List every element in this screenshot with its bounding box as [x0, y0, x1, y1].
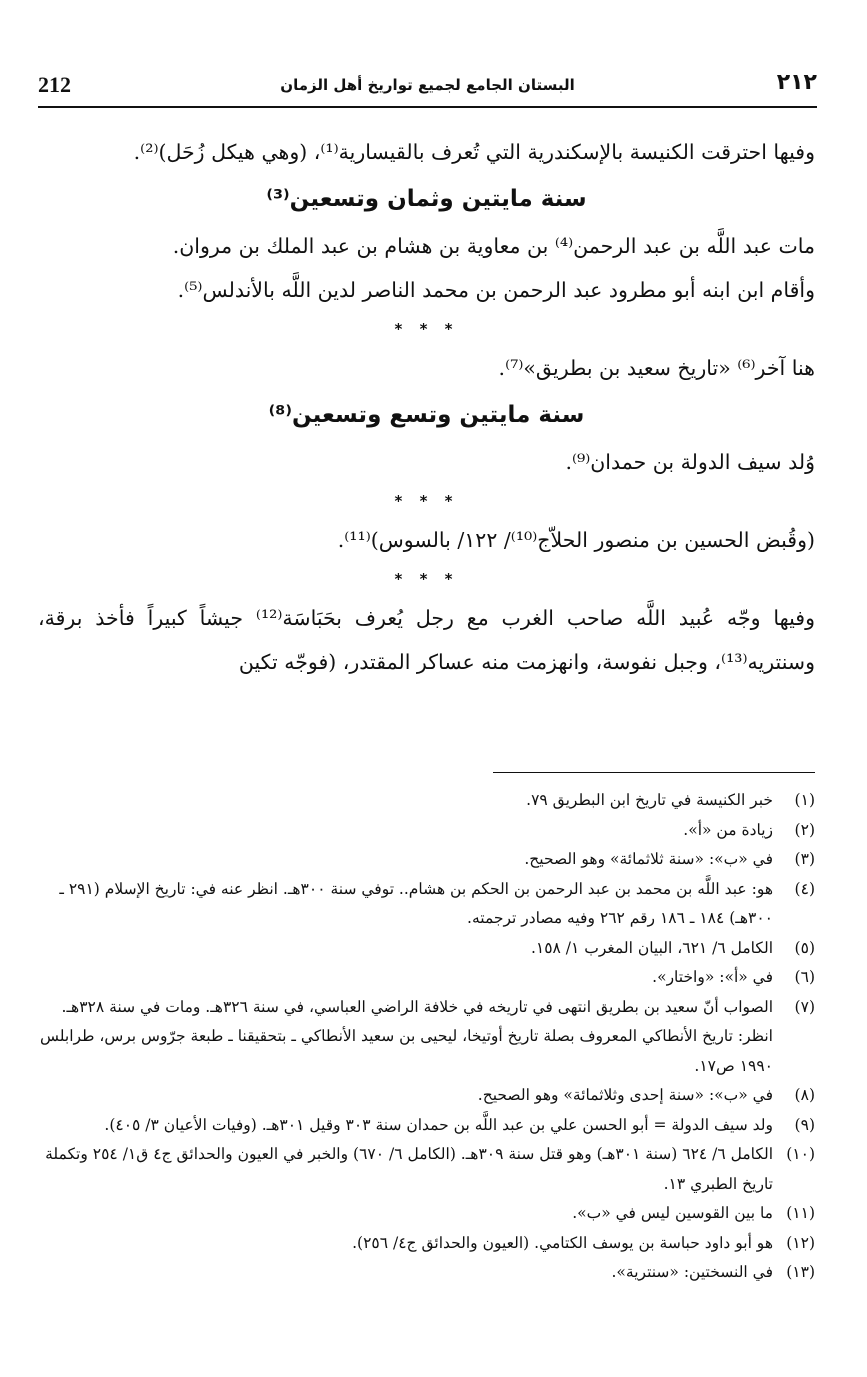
footnote-text: ولد سيف الدولة = أبو الحسن علي بن عبد اللَّه بن حمدان سنة ٣٠٣ وقيل ٣٠١هـ. (وفيات الأعيان ٣/ ٤٠٥).: [104, 1115, 773, 1134]
section-divider-stars: * * *: [394, 320, 459, 338]
footnote-number: (١): [794, 791, 815, 809]
footnote-number: (٨): [794, 1086, 815, 1104]
footnote: [38, 1081, 815, 1111]
footnote-text: خبر الكنيسة في تاريخ ابن البطريق ٧٩.: [526, 791, 773, 809]
footnote-number: (١٠): [786, 1145, 815, 1163]
footnote-number: (٩): [794, 1115, 815, 1134]
page-number-arabic: ٢١٢: [776, 70, 817, 95]
footnote-text: في «أ»: «واختار».: [652, 968, 773, 986]
footnote: [38, 1199, 815, 1229]
footnotes: [38, 786, 815, 1288]
footnote-text: هو أبو داود حباسة بن يوسف الكتامي. (العيون والحدائق ج٤/ ٢٥٦).: [352, 1233, 773, 1252]
footnote-number: (٦): [794, 968, 815, 986]
footnote: [38, 845, 815, 875]
footnote-number: (١٢): [786, 1233, 815, 1252]
paragraph-hallaj-arrest: (وقُبض الحسين بن منصور الحلاّج⁽¹⁰⁾/ ١٢٢/ بالسوس)⁽¹¹⁾.: [337, 528, 815, 552]
footnote: [38, 786, 815, 816]
footnote-number: (٢): [794, 820, 815, 839]
footnote-text: الصواب أنّ سعيد بن بطريق انتهى في تاريخه في خلافة الراضي العباسي، في سنة ٣٢٦هـ. ومات في سنة ٣٢٨هـ. انظر: تاريخ الأنطاكي المعروف بصلة تاريخ أوتيخا، ليحيى بن سعيد الأنطاكي ـ بتحقيقنا ـ طبعة جرّوس برس، طرابلس ١٩٩٠ ص١٧.: [40, 997, 773, 1075]
footnote-text: في «ب»: «سنة إحدى وثلاثمائة» وهو الصحيح.: [477, 1086, 773, 1104]
page-number-latin: 212: [38, 72, 71, 97]
footnote: [38, 816, 815, 846]
footnote-text: في «ب»: «سنة ثلاثمائة» وهو الصحيح.: [524, 850, 773, 868]
footnote-number: (٥): [794, 938, 815, 957]
paragraph-death-abdallah: مات عبد اللَّه بن عبد الرحمن⁽⁴⁾ بن معاوية بن هشام بن عبد الملك بن مروان.: [172, 234, 815, 258]
footnote-number: (٧): [794, 997, 815, 1016]
footnote-text: الكامل ٦/ ٦٢٤ (سنة ٣٠١هـ) وهو قتل سنة ٣٠٩هـ. (الكامل ٦/ ٦٧٠) والخبر في العيون والحدائق ج٤ ق١/ ٢٥٤ وتكملة تاريخ الطبري ١٣.: [45, 1145, 773, 1193]
footnote-text: في النسختين: «سنترية».: [611, 1263, 773, 1281]
footnote: [38, 934, 815, 964]
footnote-number: (١٣): [786, 1263, 815, 1281]
footnote-text: الكامل ٦/ ٦٢١، البيان المغرب ١/ ١٥٨.: [530, 938, 773, 957]
section-divider-stars: * * *: [394, 570, 459, 588]
paragraph-ubaydallah-army: وفيها وجّه عُبيد اللَّه صاحب الغرب مع رجل يُعرف بحَبَاسَة⁽¹²⁾ جيشاً كبيراً فأخذ برقة، وسنتريه⁽¹³⁾، وجبل نفوسة، وانهزمت منه عساكر المقتدر، (فوجّه تكين: [38, 606, 815, 674]
footnote-text: زيادة من «أ».: [683, 820, 773, 839]
footnote: [38, 963, 815, 993]
footnote: [38, 1111, 815, 1141]
page-header: [38, 66, 817, 108]
year-heading-298: سنة مايتين وثمان وتسعين⁽³⁾: [266, 186, 587, 212]
running-title: البستان الجامع لجميع تواريخ أهل الزمان: [280, 76, 575, 94]
paragraph-church-fire: وفيها احترقت الكنيسة بالإسكندرية التي تُعرف بالقيسارية⁽¹⁾، (وهي هيكل زُحَل)⁽²⁾.: [133, 140, 815, 164]
footnote-number: (١١): [786, 1204, 815, 1222]
footnote: [38, 1140, 815, 1199]
footnote: [38, 1258, 815, 1288]
paragraph-sayf-al-dawla-birth: وُلد سيف الدولة بن حمدان⁽⁹⁾.: [565, 450, 815, 474]
paragraph-grandson-rule: وأقام ابن ابنه أبو مطرود عبد الرحمن بن محمد الناصر لدين اللَّه بالأندلس⁽⁵⁾.: [177, 278, 815, 302]
footnote: [38, 993, 815, 1082]
main-text: [38, 130, 815, 684]
footnote-separator: [493, 772, 815, 773]
year-heading-299: سنة مايتين وتسع وتسعين⁽⁸⁾: [268, 402, 585, 428]
footnote-number: (٤): [794, 879, 815, 898]
footnote-text: ما بين القوسين ليس في «ب».: [572, 1204, 773, 1222]
paragraph-end-of-history: هنا آخر⁽⁶⁾ «تاريخ سعيد بن بطريق»⁽⁷⁾.: [498, 356, 815, 380]
footnote-number: (٣): [794, 850, 815, 868]
section-divider-stars: * * *: [394, 492, 459, 510]
footnote: [38, 875, 815, 934]
footnote: [38, 1229, 815, 1259]
footnote-text: هو: عبد اللَّه بن محمد بن عبد الرحمن بن الحكم بن هشام.. توفي سنة ٣٠٠هـ. انظر عنه في: تاريخ الإسلام (٢٩١ ـ ٣٠٠هـ) ١٨٤ ـ ١٨٦ رقم ٢٦٢ وفيه مصادر ترجمته.: [59, 879, 773, 927]
